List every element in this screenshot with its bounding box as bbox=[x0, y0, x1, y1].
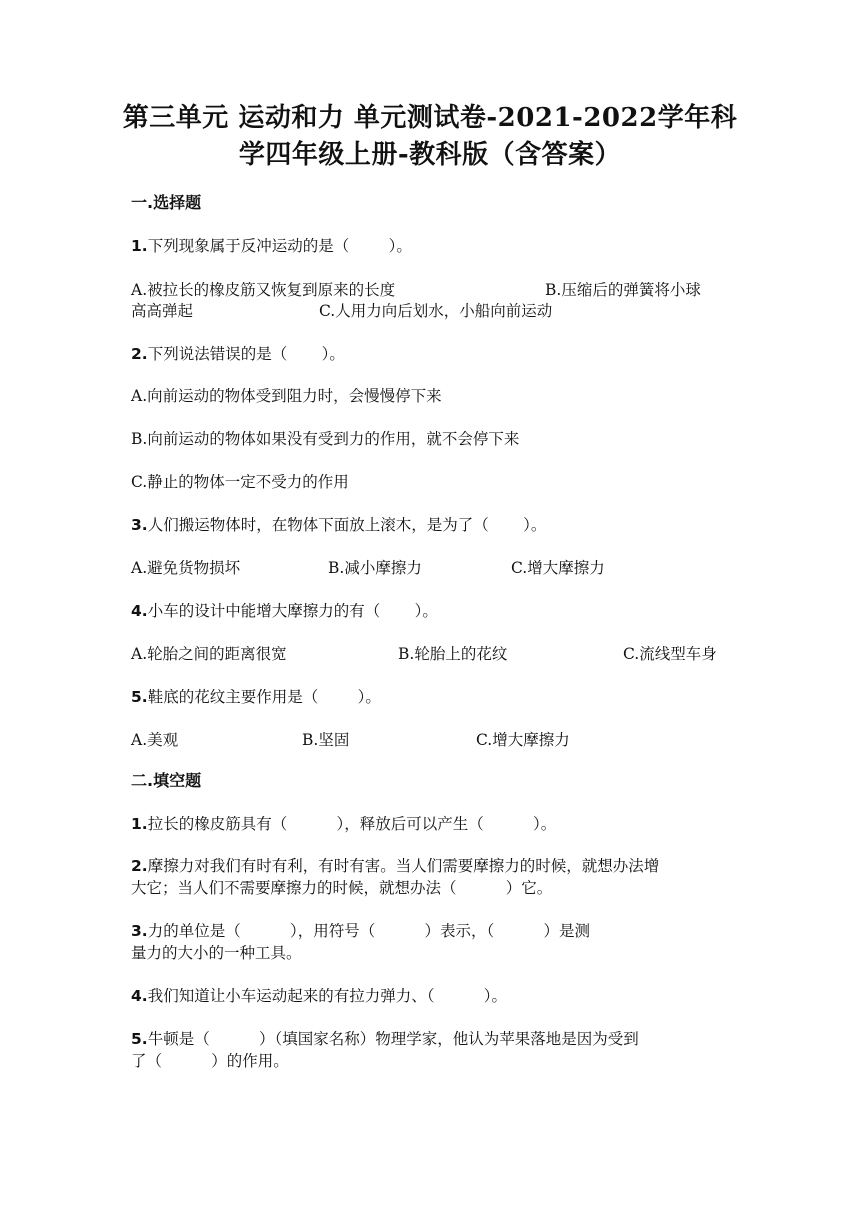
option-c: C.增大摩擦力 bbox=[511, 559, 605, 577]
question-2 bbox=[131, 341, 731, 367]
question-4 bbox=[131, 598, 731, 624]
option-a: A.被拉长的橡皮筋又恢复到原来的长度 bbox=[131, 281, 396, 299]
fill-question-1 bbox=[131, 811, 731, 837]
question-text: 牛顿是（ ）（填国家名称）物理学家，他认为苹果落地是因为受到 bbox=[147, 1030, 639, 1048]
option-b: B.减小摩擦力 bbox=[328, 559, 422, 577]
question-number: 4. bbox=[131, 987, 148, 1005]
option-c: C.流线型车身 bbox=[623, 645, 717, 663]
question-number: 2. bbox=[131, 857, 148, 875]
question-number: 4. bbox=[131, 602, 148, 620]
question-number: 1. bbox=[131, 815, 148, 833]
question-text: 我们知道让小车运动起来的有拉力弹力、（ ）。 bbox=[147, 987, 507, 1005]
question-text: 人们搬运物体时，在物体下面放上滚木，是为了（ ）。 bbox=[147, 516, 547, 534]
question-number: 3. bbox=[131, 922, 148, 940]
title-line-2: 学四年级上册-教科版（含答案） bbox=[238, 140, 622, 170]
option-a: A.向前运动的物体受到阻力时，会慢慢停下来 bbox=[131, 387, 442, 405]
question-number: 5. bbox=[131, 1030, 148, 1048]
document-title bbox=[120, 100, 740, 174]
question-5 bbox=[131, 684, 731, 710]
question-text: 拉长的橡皮筋具有（ ），释放后可以产生（ ）。 bbox=[147, 815, 557, 833]
option-a: A.美观 bbox=[131, 731, 179, 749]
option-b: B.坚固 bbox=[302, 731, 350, 749]
question-number: 2. bbox=[131, 345, 148, 363]
question-1 bbox=[131, 233, 731, 259]
question-text: 摩擦力对我们有时有利，有时有害。当人们需要摩擦力的时候，就想办法增 bbox=[147, 857, 660, 875]
question-number: 1. bbox=[131, 237, 148, 255]
question-text: 小车的设计中能增大摩擦力的有（ ）。 bbox=[147, 602, 438, 620]
question-number: 3. bbox=[131, 516, 148, 534]
question-3 bbox=[131, 512, 731, 538]
option-a: A.避免货物损坏 bbox=[131, 559, 241, 577]
option-b: B.压缩后的弹簧将小球 bbox=[545, 281, 701, 299]
option-c: C.静止的物体一定不受力的作用 bbox=[131, 473, 349, 491]
title-line-1: 第三单元 运动和力 单元测试卷-2021-2022学年科 bbox=[122, 103, 738, 133]
fill-question-3-line-2: 量力的大小的一种工具。 bbox=[131, 944, 302, 962]
fill-question-2-line-2: 大它；当人们不需要摩擦力的时候，就想办法（ ）它。 bbox=[131, 879, 553, 897]
option-c: C.人用力向后划水，小船向前运动 bbox=[319, 302, 553, 320]
option-b: B.向前运动的物体如果没有受到力的作用，就不会停下来 bbox=[131, 430, 520, 448]
question-text: 力的单位是（ ），用符号（ ）表示，（ ）是测 bbox=[147, 922, 590, 940]
question-text: 下列现象属于反冲运动的是（ ）。 bbox=[147, 237, 412, 255]
option-c: C.增大摩擦力 bbox=[476, 731, 570, 749]
option-b-continued: 高高弹起 bbox=[131, 302, 194, 320]
section-heading-choice: 一.选择题 bbox=[131, 193, 202, 212]
option-a: A.轮胎之间的距离很宽 bbox=[131, 645, 287, 663]
question-text: 鞋底的花纹主要作用是（ ）。 bbox=[147, 688, 381, 706]
section-heading-fill-in: 二.填空题 bbox=[131, 771, 202, 790]
fill-question-4 bbox=[131, 983, 731, 1009]
fill-question-5-line-2: 了（ ）的作用。 bbox=[131, 1052, 289, 1070]
option-b: B.轮胎上的花纹 bbox=[398, 645, 508, 663]
question-number: 5. bbox=[131, 688, 148, 706]
question-text: 下列说法错误的是（ ）。 bbox=[147, 345, 345, 363]
